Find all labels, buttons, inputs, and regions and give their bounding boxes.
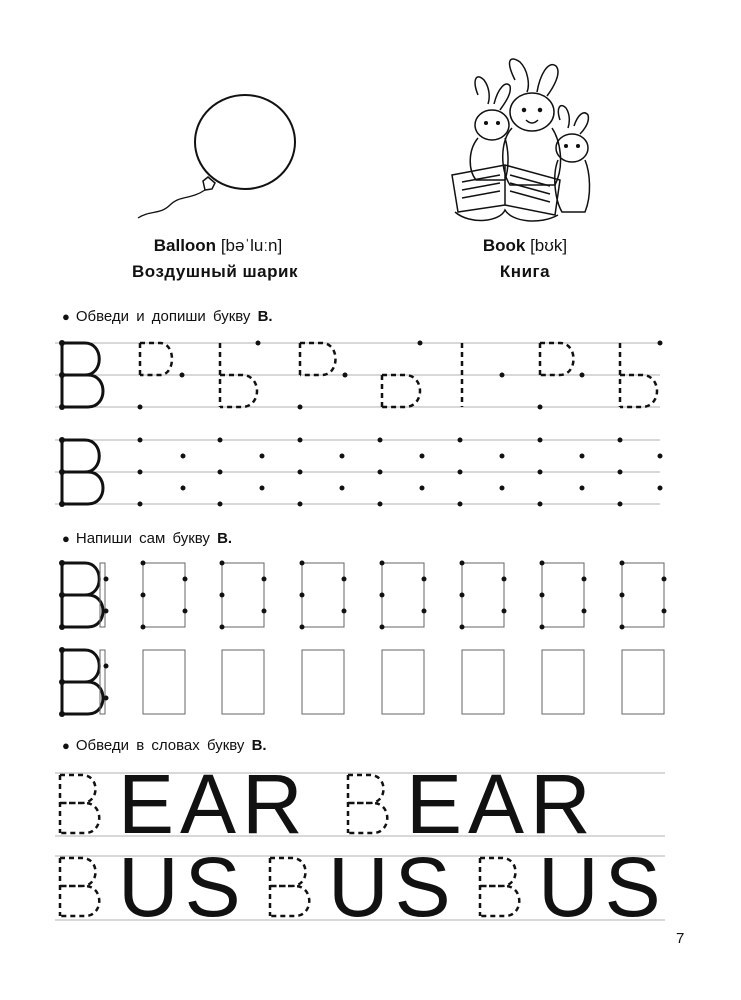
book-translation: Книга bbox=[499, 262, 551, 281]
instruction-letter: B. bbox=[257, 308, 273, 325]
page-number: 7 bbox=[676, 930, 685, 947]
balloon-transcription: [bəˈluːn] bbox=[220, 236, 283, 255]
balloon-translation: Воздушный шарик bbox=[132, 262, 298, 281]
instruction-text: Обведи в словах букву bbox=[75, 737, 245, 754]
instruction-text: Обведи и допиши букву bbox=[75, 308, 251, 325]
word-bear-2-rest: EAR bbox=[406, 757, 597, 851]
bullet-icon: ● bbox=[62, 531, 70, 546]
word-bus-3-rest: US bbox=[538, 840, 667, 934]
bullet-icon: ● bbox=[62, 738, 70, 753]
balloon-word: Balloon bbox=[153, 236, 217, 255]
bullet-icon: ● bbox=[62, 309, 70, 324]
instruction-text: Напиши сам букву bbox=[75, 530, 210, 547]
word-bus-1-rest: US bbox=[118, 840, 247, 934]
book-word: Book bbox=[482, 236, 526, 255]
word-bear-1-rest: EAR bbox=[118, 757, 309, 851]
book-transcription: [bʊk] bbox=[530, 236, 568, 255]
word-bus-2-rest: US bbox=[328, 840, 457, 934]
instruction-letter: B. bbox=[217, 530, 233, 547]
instruction-letter: B. bbox=[251, 737, 267, 754]
